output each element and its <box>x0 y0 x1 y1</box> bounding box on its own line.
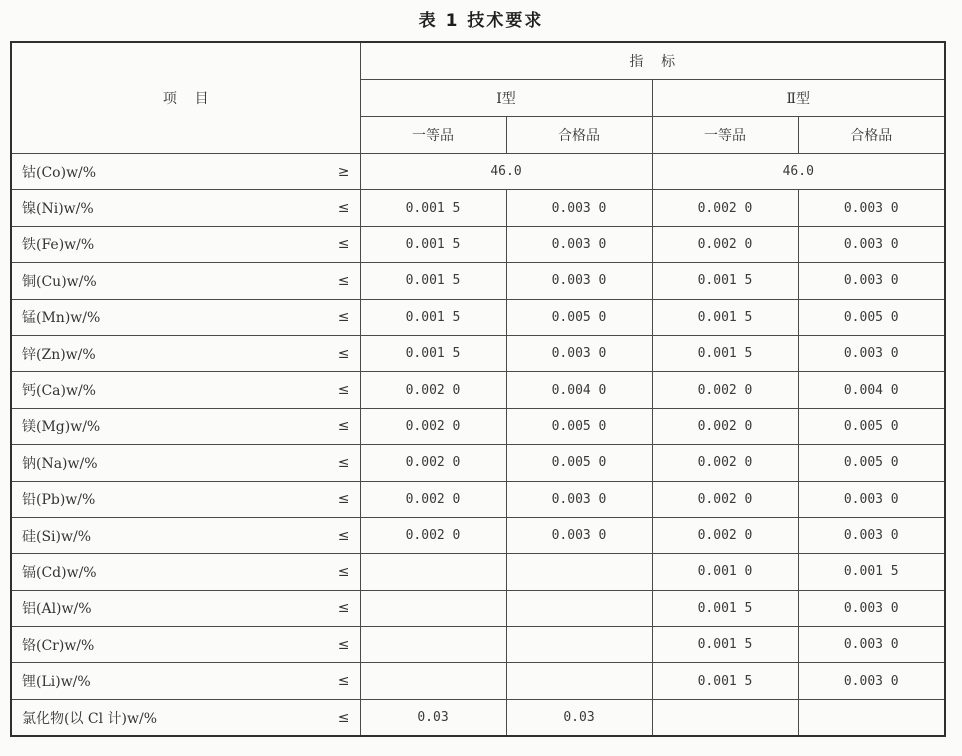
value-cell: 0.005 0 <box>798 299 945 335</box>
row-label-text: 锰(Mn)w/% <box>22 310 101 327</box>
comparison-symbol: ≤ <box>337 236 350 253</box>
cobalt-type2-value: 46.0 <box>652 154 945 190</box>
indicator-header: 指 标 <box>360 42 945 80</box>
grade-header: 一等品 <box>652 117 798 154</box>
value-cell: 0.002 0 <box>652 517 798 553</box>
row-label-text: 铝(Al)w/% <box>22 601 92 618</box>
value-cell: 0.001 5 <box>360 299 506 335</box>
grade-header: 合格品 <box>506 117 652 154</box>
row-label <box>11 590 360 626</box>
value-cell: 0.002 0 <box>652 226 798 262</box>
table-row <box>11 663 945 699</box>
table-row <box>11 299 945 335</box>
table-row <box>11 627 945 663</box>
value-cell: 0.002 0 <box>360 481 506 517</box>
value-cell <box>360 663 506 699</box>
table-row <box>11 372 945 408</box>
comparison-symbol: ≤ <box>337 636 350 653</box>
comparison-symbol: ≤ <box>337 200 350 217</box>
comparison-symbol: ≤ <box>337 345 350 362</box>
value-cell: 0.005 0 <box>506 299 652 335</box>
value-cell: 0.002 0 <box>360 517 506 553</box>
row-label-text: 硅(Si)w/% <box>22 528 91 545</box>
value-cell: 0.003 0 <box>506 481 652 517</box>
row-label-text: 铁(Fe)w/% <box>22 237 95 254</box>
value-cell: 0.003 0 <box>798 335 945 371</box>
value-cell <box>360 627 506 663</box>
value-cell: 0.003 0 <box>506 517 652 553</box>
value-cell: 0.002 0 <box>360 372 506 408</box>
value-cell <box>798 699 945 736</box>
value-cell: 0.002 0 <box>652 445 798 481</box>
value-cell: 0.001 5 <box>360 335 506 371</box>
row-label-text: 锂(Li)w/% <box>22 674 91 691</box>
comparison-symbol: ≤ <box>337 309 350 326</box>
table-row <box>11 481 945 517</box>
value-cell: 0.003 0 <box>798 481 945 517</box>
row-label <box>11 627 360 663</box>
header-row-indicator <box>11 42 945 80</box>
value-cell: 0.001 5 <box>652 590 798 626</box>
table-row <box>11 226 945 262</box>
value-cell: 0.03 <box>506 699 652 736</box>
value-cell: 0.002 0 <box>652 481 798 517</box>
value-cell: 0.003 0 <box>798 663 945 699</box>
table-row <box>11 263 945 299</box>
value-cell: 0.001 5 <box>652 263 798 299</box>
comparison-symbol: ≤ <box>337 600 350 617</box>
row-label-text: 铅(Pb)w/% <box>22 492 96 509</box>
comparison-symbol: ≤ <box>337 527 350 544</box>
value-cell: 0.003 0 <box>798 190 945 226</box>
value-cell: 0.003 0 <box>798 263 945 299</box>
row-label <box>11 699 360 736</box>
value-cell: 0.002 0 <box>360 445 506 481</box>
item-header: 项 目 <box>11 42 360 154</box>
table-title: 表 1 技术要求 <box>418 11 544 31</box>
table-row <box>11 408 945 444</box>
row-label-text: 铬(Cr)w/% <box>22 637 95 654</box>
row-label <box>11 372 360 408</box>
row-label <box>11 481 360 517</box>
row-label <box>11 226 360 262</box>
value-cell <box>506 627 652 663</box>
comparison-symbol: ≤ <box>337 563 350 580</box>
row-label <box>11 554 360 590</box>
value-cell: 0.004 0 <box>798 372 945 408</box>
value-cell: 0.001 5 <box>652 299 798 335</box>
value-cell <box>506 590 652 626</box>
row-label <box>11 190 360 226</box>
table-row <box>11 335 945 371</box>
value-cell: 0.001 5 <box>360 263 506 299</box>
value-cell: 0.002 0 <box>360 408 506 444</box>
table-row <box>11 554 945 590</box>
grade-header: 合格品 <box>798 117 945 154</box>
row-label-text: 镍(Ni)w/% <box>22 201 94 218</box>
value-cell <box>360 554 506 590</box>
row-label-text: 钠(Na)w/% <box>22 455 98 472</box>
value-cell: 0.003 0 <box>798 226 945 262</box>
value-cell <box>506 663 652 699</box>
row-label-text: 氯化物(以 Cl 计)w/% <box>22 710 158 727</box>
value-cell: 0.002 0 <box>652 372 798 408</box>
value-cell: 0.005 0 <box>798 408 945 444</box>
value-cell: 0.004 0 <box>506 372 652 408</box>
row-label <box>11 335 360 371</box>
value-cell: 0.002 0 <box>652 408 798 444</box>
value-cell: 0.005 0 <box>798 445 945 481</box>
value-cell: 0.001 5 <box>652 663 798 699</box>
row-label-text: 镁(Mg)w/% <box>22 419 101 436</box>
comparison-symbol: ≤ <box>337 272 350 289</box>
value-cell: 0.003 0 <box>798 590 945 626</box>
row-label <box>11 445 360 481</box>
row-label-text: 镉(Cd)w/% <box>22 564 97 581</box>
value-cell: 0.001 5 <box>798 554 945 590</box>
cobalt-type1-value: 46.0 <box>360 154 652 190</box>
value-cell: 0.001 0 <box>652 554 798 590</box>
row-label <box>11 408 360 444</box>
row-label-text: 锌(Zn)w/% <box>22 346 96 363</box>
value-cell: 0.003 0 <box>798 517 945 553</box>
value-cell: 0.005 0 <box>506 408 652 444</box>
value-cell: 0.001 5 <box>360 190 506 226</box>
row-label <box>11 263 360 299</box>
value-cell: 0.005 0 <box>506 445 652 481</box>
value-cell: 0.003 0 <box>506 263 652 299</box>
value-cell: 0.003 0 <box>506 190 652 226</box>
row-label <box>11 663 360 699</box>
value-cell: 0.03 <box>360 699 506 736</box>
comparison-symbol: ≤ <box>337 382 350 399</box>
table-row <box>11 699 945 736</box>
value-cell: 0.001 5 <box>360 226 506 262</box>
value-cell: 0.001 5 <box>652 335 798 371</box>
type1-header: Ⅰ型 <box>360 80 652 117</box>
type2-header: Ⅱ型 <box>652 80 945 117</box>
value-cell <box>360 590 506 626</box>
technical-requirements-table <box>10 41 946 737</box>
value-cell <box>652 699 798 736</box>
table-row <box>11 190 945 226</box>
table-row <box>11 517 945 553</box>
value-cell: 0.003 0 <box>506 335 652 371</box>
comparison-symbol: ≤ <box>337 454 350 471</box>
grade-header: 一等品 <box>360 117 506 154</box>
value-cell <box>506 554 652 590</box>
row-label-text: 钙(Ca)w/% <box>22 383 96 400</box>
comparison-symbol: ≤ <box>337 673 350 690</box>
value-cell: 0.003 0 <box>506 226 652 262</box>
row-label <box>11 517 360 553</box>
value-cell: 0.002 0 <box>652 190 798 226</box>
table-row <box>11 590 945 626</box>
value-cell: 0.003 0 <box>798 627 945 663</box>
row-label-text: 铜(Cu)w/% <box>22 273 97 290</box>
comparison-symbol: ≤ <box>337 491 350 508</box>
row-label <box>11 299 360 335</box>
table-row <box>11 445 945 481</box>
comparison-symbol: ≥ <box>337 163 350 180</box>
comparison-symbol: ≤ <box>337 709 350 726</box>
row-label <box>11 154 360 190</box>
value-cell: 0.001 5 <box>652 627 798 663</box>
comparison-symbol: ≤ <box>337 418 350 435</box>
table-row-cobalt <box>11 154 945 190</box>
row-label-text: 钴(Co)w/% <box>22 164 97 181</box>
